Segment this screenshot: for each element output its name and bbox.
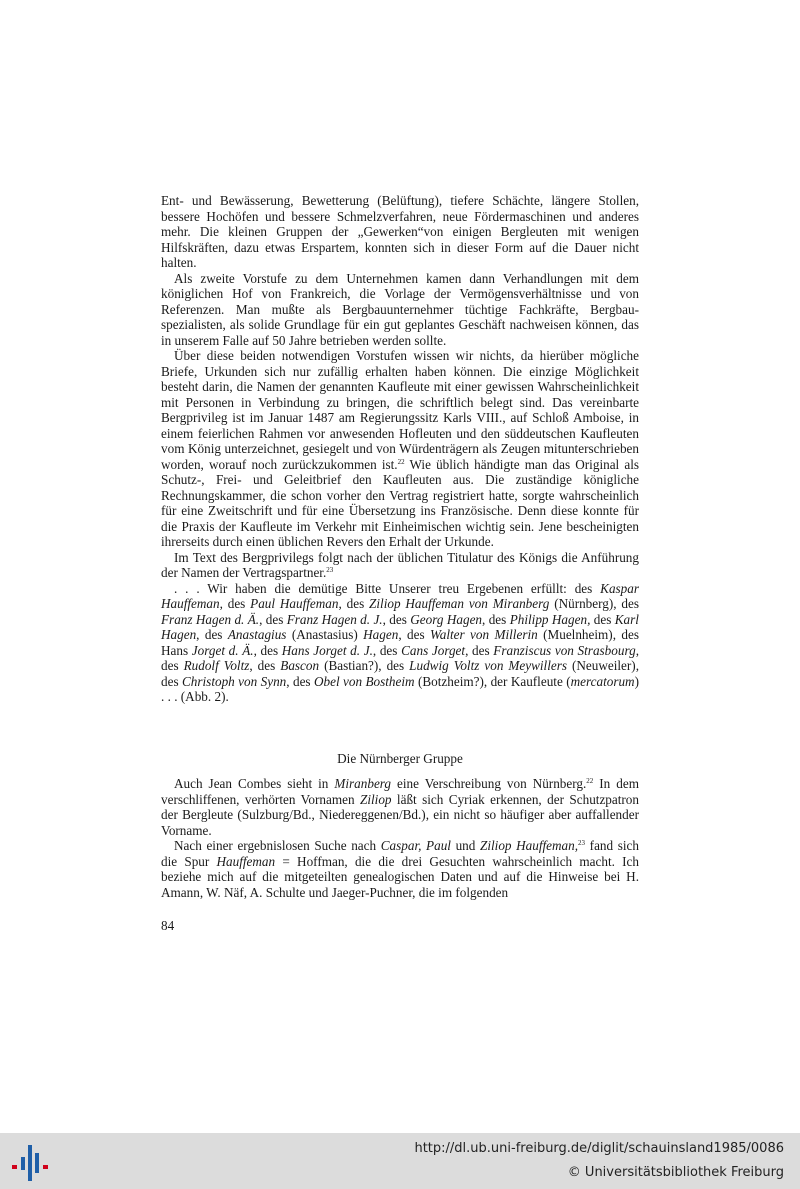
italic-run: Obel von Bostheim bbox=[313, 673, 415, 689]
text-run: . . . Wir haben die demütige Bitte Unserer treu Ergebenen erfüllt: des bbox=[174, 580, 601, 596]
paragraph bbox=[161, 271, 639, 349]
italic-run: Franz Hagen d. J. bbox=[286, 611, 383, 627]
text-run: , des bbox=[382, 611, 411, 627]
italic-run: Cans Jorget bbox=[401, 642, 466, 658]
italic-run: mercatorum bbox=[570, 673, 635, 689]
text-run: , des bbox=[196, 627, 228, 642]
section-heading: Die Nürnberger Gruppe bbox=[337, 751, 463, 766]
text-run: (Botzheim?), der Kaufleute ( bbox=[414, 673, 571, 689]
permalink-url[interactable]: http://dl.ub.uni-freiburg.de/diglit/schauinsland1985/0086 bbox=[414, 1141, 784, 1156]
italic-run: Paul Hauffeman bbox=[250, 596, 339, 611]
text-run: fand sich die Spur bbox=[161, 838, 639, 869]
italic-run: Philipp Hagen, bbox=[509, 611, 591, 627]
italic-run: Hagen bbox=[363, 627, 399, 642]
text-run: des bbox=[590, 611, 615, 627]
text-run: Über diese beiden notwendigen Vorstufen wissen wir nichts, da hierüber mögliche Briefe, Urkunden sich nur zufällig erhalten haben können. Die einzige Möglichkeit besteht darin, die Namen der genannten Kaufleute mit einer gewissen Wahrscheinlichkeit mit Personen in Verbindung zu bringen, die schriftlich belegt sind. Das vereinbarte Bergprivileg ist im Januar 1487 am Regierungssitz Karls VIII., auf Schloß Amboise, in einem feierlichen Rahmen vor anwesenden Hofleuten und den süddeutschen Kaufleuten vom König unterzeichnet, gesiegelt und von Würdenträgern als Zeugen mitunterschrieben worden, worauf noch zurückzukommen ist. bbox=[161, 348, 639, 472]
italic-run: Kaspar Hauffeman bbox=[161, 580, 639, 611]
italic-run: Caspar, Paul bbox=[380, 838, 451, 853]
paragraph bbox=[161, 193, 639, 271]
italic-run: Walter von Millerin bbox=[429, 627, 538, 642]
text-run: ) . . . (Abb. 2). bbox=[161, 673, 639, 704]
section-heading-block bbox=[161, 751, 639, 767]
text-run: und bbox=[450, 838, 480, 853]
text-run: Nach einer ergebnislosen Suche nach bbox=[174, 838, 381, 853]
italic-run: Anastagius bbox=[227, 627, 287, 642]
text-run: , des bbox=[482, 611, 510, 627]
footnote-ref: 23 bbox=[326, 566, 334, 574]
text-run: In dem verschliffenen, verhörten Vornamen bbox=[161, 776, 639, 807]
text-run: , des bbox=[161, 642, 639, 673]
italic-run: Franz Hagen d. Ä. bbox=[161, 611, 260, 627]
text-run: = Hoffman, die die drei Gesuchten wahrscheinlich macht. Ich beziehe mich auf die mitgeteilten genealogischen Daten und auf die Hinweise bei H. Amann, W. Näf, A. Schulte und Jaeger-Puchner, die im folgenden bbox=[161, 853, 639, 900]
italic-run: Miranberg bbox=[334, 776, 392, 791]
italic-run: Hans Jorget d. J. bbox=[281, 642, 373, 658]
text-run: Wie üblich händigte man das Original als Schutz-, Frei- und Geleitbrief den Kaufleuten aus. Die zuständige königliche Rechnungskammer, die schon vorher den Vertrag registriert hatte, sorgte wahrscheinlich für eine Zweitschrift und für eine Übersetzung ins Französische. Denn diese konnte für die Praxis der Kaufleute im Verkehr mit Einheimischen wichtig sein. Jene bescheinigten ihrerseits durch einen üblichen Revers den Erhalt der Urkunde. bbox=[161, 456, 640, 549]
text-block-upper bbox=[161, 193, 639, 705]
ub-freiburg-logo-icon[interactable] bbox=[10, 1143, 50, 1183]
footnote-ref: 23 bbox=[578, 839, 586, 847]
italic-run: Ludwig Voltz von Meywillers bbox=[409, 658, 567, 673]
italic-run: Ziliop bbox=[360, 791, 392, 807]
italic-run: Ziliop Hauffeman, bbox=[480, 838, 579, 853]
text-run: , des bbox=[338, 596, 370, 611]
text-run: , des bbox=[249, 658, 281, 673]
text-run: Als zweite Vorstufe zu dem Unternehmen kamen dann Verhandlungen mit dem königlichen Hof von Frankreich, die Vorlage der Vermögensverhältnisse und von Referenzen. Man mußte als Bergbauunternehmer tüchtige Fachkräfte, Bergbauspezialisten, als solide Grundlage für ein gut geplantes Geschäft nachweisen können, das in unserem Falle auf 50 Jahre betrieben werden sollte. bbox=[161, 270, 639, 348]
text-run: (Muelnheim), des Hans bbox=[161, 627, 639, 658]
paragraph bbox=[161, 776, 639, 838]
text-run: Ent- und Bewässerung, Bewetterung (Belüftung), tiefere Schächte, längere Stollen, bessere Hochöfen und bessere Schmelzverfahren, neue Fördermaschinen und anderes mehr. Die kleinen Gruppen der „Gewerken“von einigen Bergleuten mit wenigen Hilfskräften, dazu etwas Erspartem, konnten sich in dieser Form auf die Dauer nicht halten. bbox=[161, 193, 639, 270]
paragraph bbox=[161, 838, 639, 900]
text-run: (Anastasius) bbox=[286, 627, 364, 642]
italic-run: Rudolf Voltz bbox=[183, 658, 250, 673]
footnote-ref: 22 bbox=[586, 777, 594, 785]
copyright-notice: © Universitätsbibliothek Freiburg bbox=[567, 1165, 784, 1180]
italic-run: Bascon bbox=[280, 658, 320, 673]
italic-run: Georg Hagen bbox=[410, 611, 483, 627]
quotation-paragraph bbox=[161, 581, 639, 705]
footnote-ref: 22 bbox=[397, 457, 405, 466]
text-run: (Nürnberg), des bbox=[549, 596, 639, 611]
text-run: , des bbox=[465, 642, 494, 658]
italic-run: Franziscus von Strasbourg bbox=[493, 642, 636, 658]
text-run: , des bbox=[259, 611, 287, 627]
text-run: , des bbox=[253, 642, 282, 658]
italic-run: Christoph von Synn bbox=[182, 673, 287, 689]
italic-run: Karl Hagen bbox=[161, 611, 639, 642]
text-run: (Bastian?), des bbox=[319, 658, 410, 673]
italic-run: Jorget d. Ä. bbox=[191, 642, 254, 658]
text-run: , des bbox=[286, 673, 314, 689]
text-run: Auch Jean Combes sieht in bbox=[174, 776, 335, 791]
paragraph bbox=[161, 550, 639, 581]
text-run: , des bbox=[372, 642, 402, 658]
text-block-lower bbox=[161, 776, 639, 900]
text-run: , des bbox=[219, 596, 251, 611]
text-run: Im Text des Bergprivilegs folgt nach der üblichen Titulatur des Königs die Anführung der Namen der Vertragspartner. bbox=[161, 549, 639, 580]
viewer-footer-bar bbox=[0, 1133, 800, 1189]
paragraph bbox=[161, 348, 639, 550]
text-run: , des bbox=[398, 627, 430, 642]
text-run: läßt sich Cyriak erkennen, der Schutzpatron der Bergleute (Sulzburg/Bd., Niedereggenen/Bd.), ein nicht so häufiger aber auffallender Vorname. bbox=[161, 791, 639, 838]
page-number: 84 bbox=[161, 918, 175, 933]
italic-run: Ziliop Hauffeman von Miranberg bbox=[369, 596, 550, 611]
italic-run: Hauffeman bbox=[216, 853, 276, 869]
text-run: (Neuweiler), des bbox=[161, 658, 639, 689]
text-run: eine Verschreibung von Nürnberg. bbox=[391, 776, 587, 791]
